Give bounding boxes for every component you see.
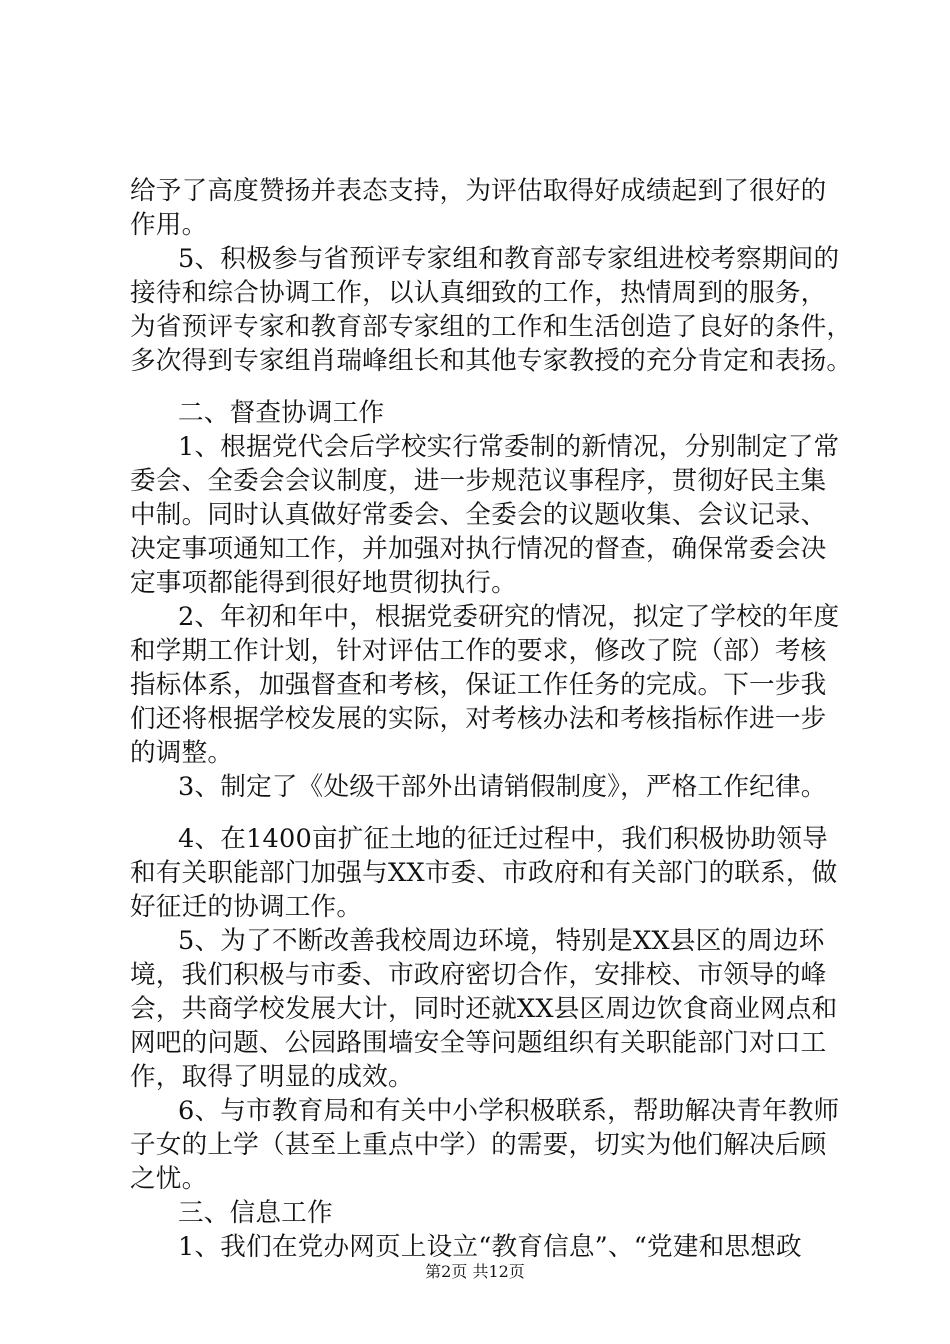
paragraph-start-line: 4、在1400亩扩征土地的征迁过程中，我们积极协助领导 xyxy=(178,824,828,854)
text-line: 决定事项通知工作，并加强对执行情况的督查，确保常委会决 xyxy=(130,534,827,564)
text-line: 作用。 xyxy=(130,210,208,240)
paragraph-start-line: 1、根据党代会后学校实行常委制的新情况，分别制定了常 xyxy=(178,432,840,462)
text-line: 定事项都能得到很好地贯彻执行。 xyxy=(130,568,517,598)
text-line: 多次得到专家组肖瑞峰组长和其他专家教授的充分肯定和表扬。 xyxy=(130,346,853,376)
text-line: 委会、全委会会议制度，进一步规范议事程序，贯彻好民主集 xyxy=(130,466,827,496)
text-line: 给予了高度赞扬并表态支持，为评估取得好成绩起到了很好的 xyxy=(130,176,827,206)
paragraph-start-line: 3、制定了《处级干部外出请销假制度》，严格工作纪律。 xyxy=(178,772,827,802)
text-line: 会，共商学校发展大计，同时还就XX县区周边饮食商业网点和 xyxy=(130,994,838,1024)
text-line: 好征迁的协调工作。 xyxy=(130,892,363,922)
text-line: 们还将根据学校发展的实际，对考核办法和考核指标作进一步 xyxy=(130,704,827,734)
paragraph-start-line: 5、为了不断改善我校周边环境，特别是XX县区的周边环 xyxy=(178,926,825,956)
text-line: 境，我们积极与市委、市政府密切合作，安排校、市领导的峰 xyxy=(130,960,827,990)
text-line: 网吧的问题、公园路围墙安全等问题组织有关职能部门对口工 xyxy=(130,1028,827,1058)
section-heading: 三、信息工作 xyxy=(178,1198,333,1228)
text-line: 指标体系，加强督查和考核，保证工作任务的完成。下一步我 xyxy=(130,670,827,700)
paragraph-start-line: 5、积极参与省预评专家组和教育部专家组进校考察期间的 xyxy=(178,244,840,274)
text-line: 为省预评专家和教育部专家组的工作和生活创造了良好的条件， xyxy=(130,312,853,342)
text-line: 接待和综合协调工作，以认真细致的工作，热情周到的服务， xyxy=(130,278,827,308)
paragraph-start-line: 2、年初和年中，根据党委研究的情况，拟定了学校的年度 xyxy=(178,602,840,632)
text-line: 作，取得了明显的成效。 xyxy=(130,1062,414,1092)
paragraph-start-line: 6、与市教育局和有关中小学积极联系，帮助解决青年教师 xyxy=(178,1096,840,1126)
text-line: 之忧。 xyxy=(130,1164,208,1194)
text-line: 中制。同时认真做好常委会、全委会的议题收集、会议记录、 xyxy=(130,500,827,530)
text-line: 子女的上学（甚至上重点中学）的需要，切实为他们解决后顾 xyxy=(130,1130,827,1160)
text-line: 和有关职能部门加强与XX市委、市政府和有关部门的联系，做 xyxy=(130,858,838,888)
section-heading: 二、督查协调工作 xyxy=(178,398,385,428)
page-number-footer: 第2页 共12页 xyxy=(425,1262,525,1281)
text-line: 的调整。 xyxy=(130,738,234,768)
paragraph-start-line: 1、我们在党办网页上设立“教育信息”、“党建和思想政 xyxy=(178,1232,802,1262)
text-line: 和学期工作计划，针对评估工作的要求，修改了院（部）考核 xyxy=(130,636,827,666)
